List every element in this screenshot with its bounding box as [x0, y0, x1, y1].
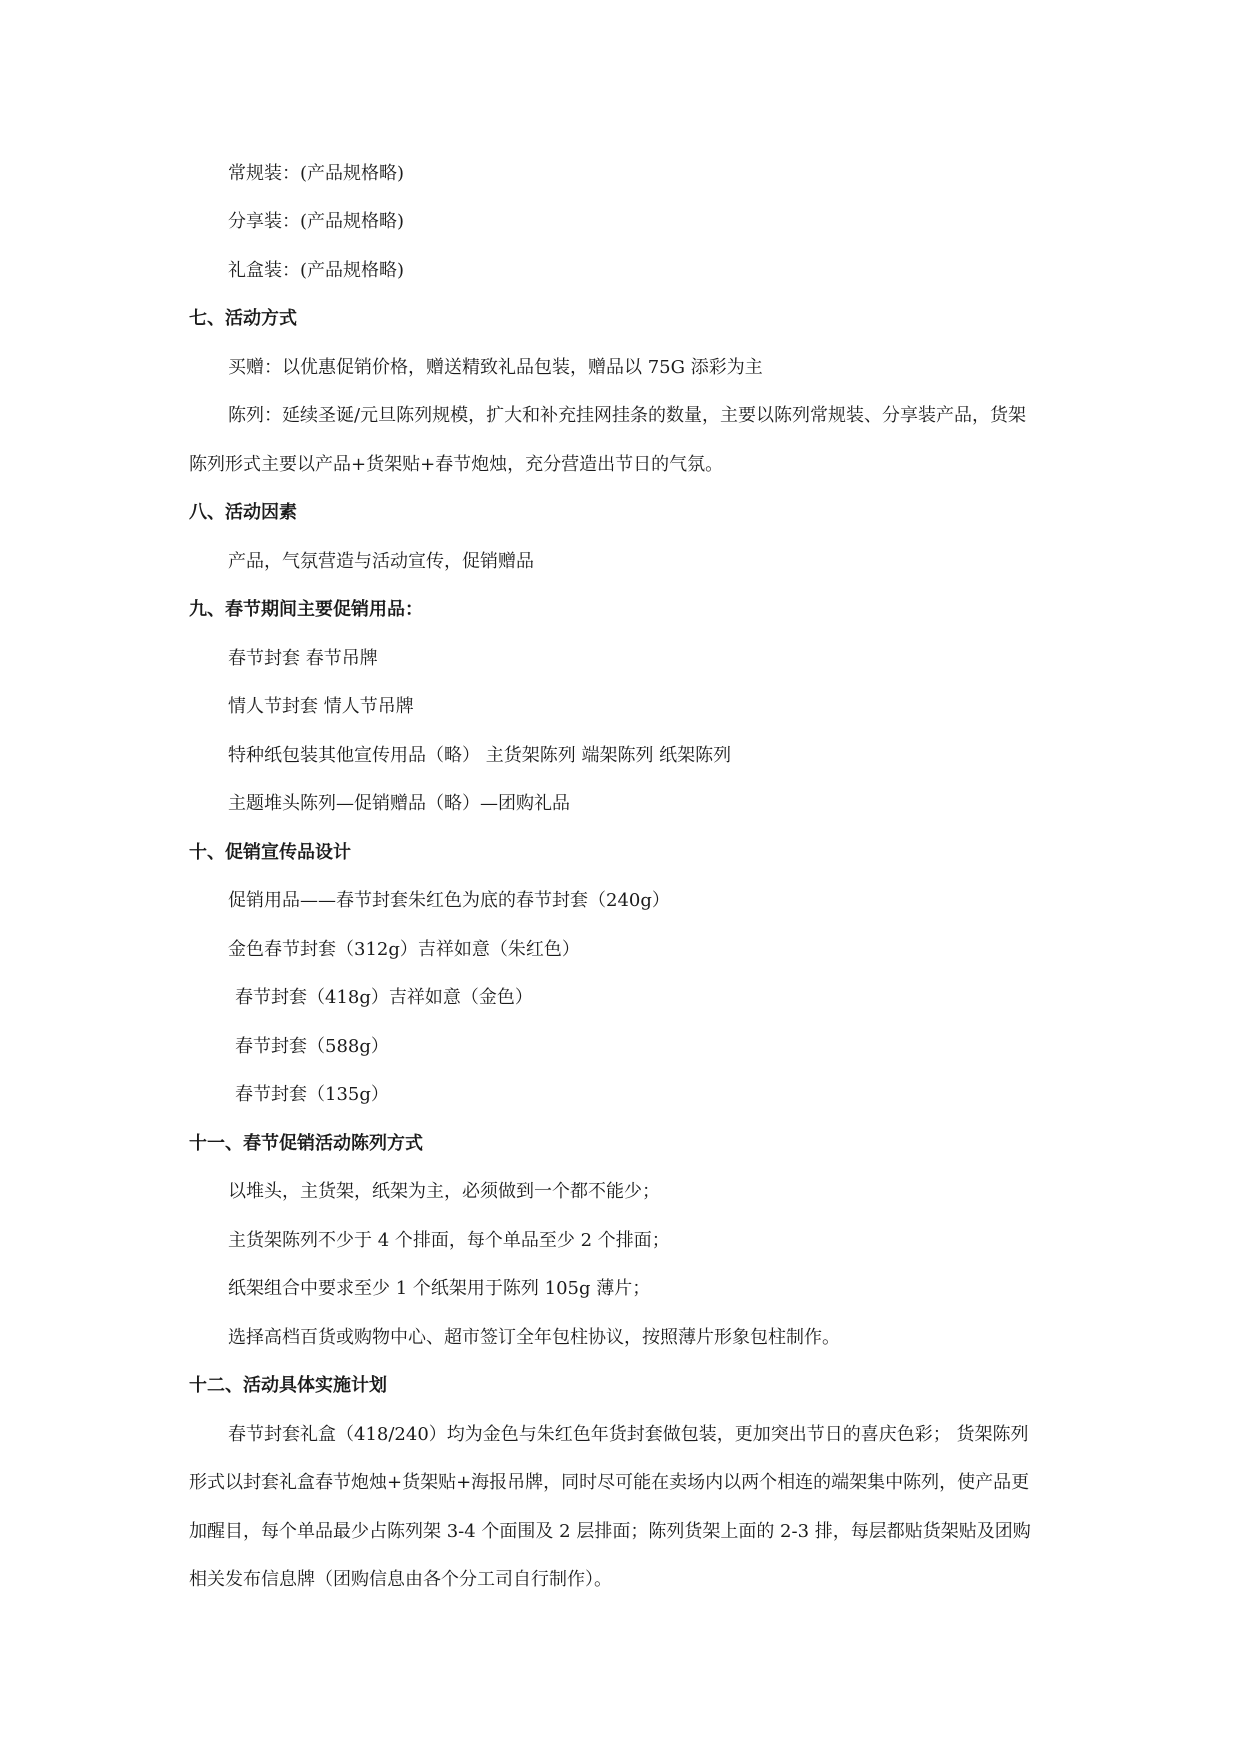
list-item: 春节封套（418g）吉祥如意（金色）	[235, 987, 533, 1008]
list-item: 选择高档百货或购物中心、超市签订全年包柱协议，按照薄片形象包柱制作。	[228, 1327, 840, 1348]
heading-8: 八、活动因素	[189, 502, 297, 523]
paragraph: 春节封套礼盒（418/240）均为金色与朱红色年货封套做包装，更加突出节日的喜庆色彩； 货架陈列	[228, 1424, 1029, 1445]
list-item: 金色春节封套（312g）吉祥如意（朱红色）	[228, 939, 580, 960]
list-item: 特种纸包装其他宣传用品（略） 主货架陈列 端架陈列 纸架陈列	[228, 745, 732, 766]
heading-11: 十一、春节促销活动陈列方式	[189, 1133, 423, 1154]
list-item: 春节封套（135g）	[235, 1084, 389, 1105]
heading-9: 九、春节期间主要促销用品：	[189, 599, 423, 620]
list-item: 春节封套 春节吊牌	[228, 648, 378, 669]
spec-regular: 常规装：(产品规格略)	[228, 163, 405, 184]
list-item: 主题堆头陈列—促销赠品（略）—团购礼品	[228, 793, 570, 814]
paragraph: 产品，气氛营造与活动宣传，促销赠品	[228, 551, 534, 572]
paragraph: 相关发布信息牌（团购信息由各个分工司自行制作）。	[189, 1569, 612, 1590]
list-item: 纸架组合中要求至少 1 个纸架用于陈列 105g 薄片；	[228, 1278, 651, 1299]
spec-giftbox: 礼盒装：(产品规格略)	[228, 260, 405, 281]
list-item: 主货架陈列不少于 4 个排面，每个单品至少 2 个排面；	[228, 1230, 670, 1251]
list-item: 促销用品——春节封套朱红色为底的春节封套（240g）	[228, 890, 670, 911]
paragraph: 陈列：延续圣诞/元旦陈列规模，扩大和补充挂网挂条的数量，主要以陈列常规装、分享装产品，货架	[228, 405, 1027, 426]
paragraph: 买赠：以优惠促销价格，赠送精致礼品包装，赠品以 75G 添彩为主	[228, 357, 763, 378]
paragraph: 加醒目，每个单品最少占陈列架 3-4 个面围及 2 层排面；陈列货架上面的 2-3 排，每层都贴货架贴及团购	[189, 1521, 1031, 1542]
paragraph: 形式以封套礼盒春节炮烛+货架贴+海报吊牌，同时尽可能在卖场内以两个相连的端架集中陈列，使产品更	[189, 1472, 1030, 1493]
heading-7: 七、活动方式	[189, 308, 297, 329]
list-item: 以堆头，主货架，纸架为主，必须做到一个都不能少；	[228, 1181, 660, 1202]
spec-share: 分享装：(产品规格略)	[228, 211, 405, 232]
list-item: 春节封套（588g）	[235, 1036, 389, 1057]
list-item: 情人节封套 情人节吊牌	[228, 696, 414, 717]
paragraph: 陈列形式主要以产品+货架贴+春节炮烛，充分营造出节日的气氛。	[189, 454, 724, 475]
heading-12: 十二、活动具体实施计划	[189, 1375, 387, 1396]
heading-10: 十、促销宣传品设计	[189, 842, 351, 863]
